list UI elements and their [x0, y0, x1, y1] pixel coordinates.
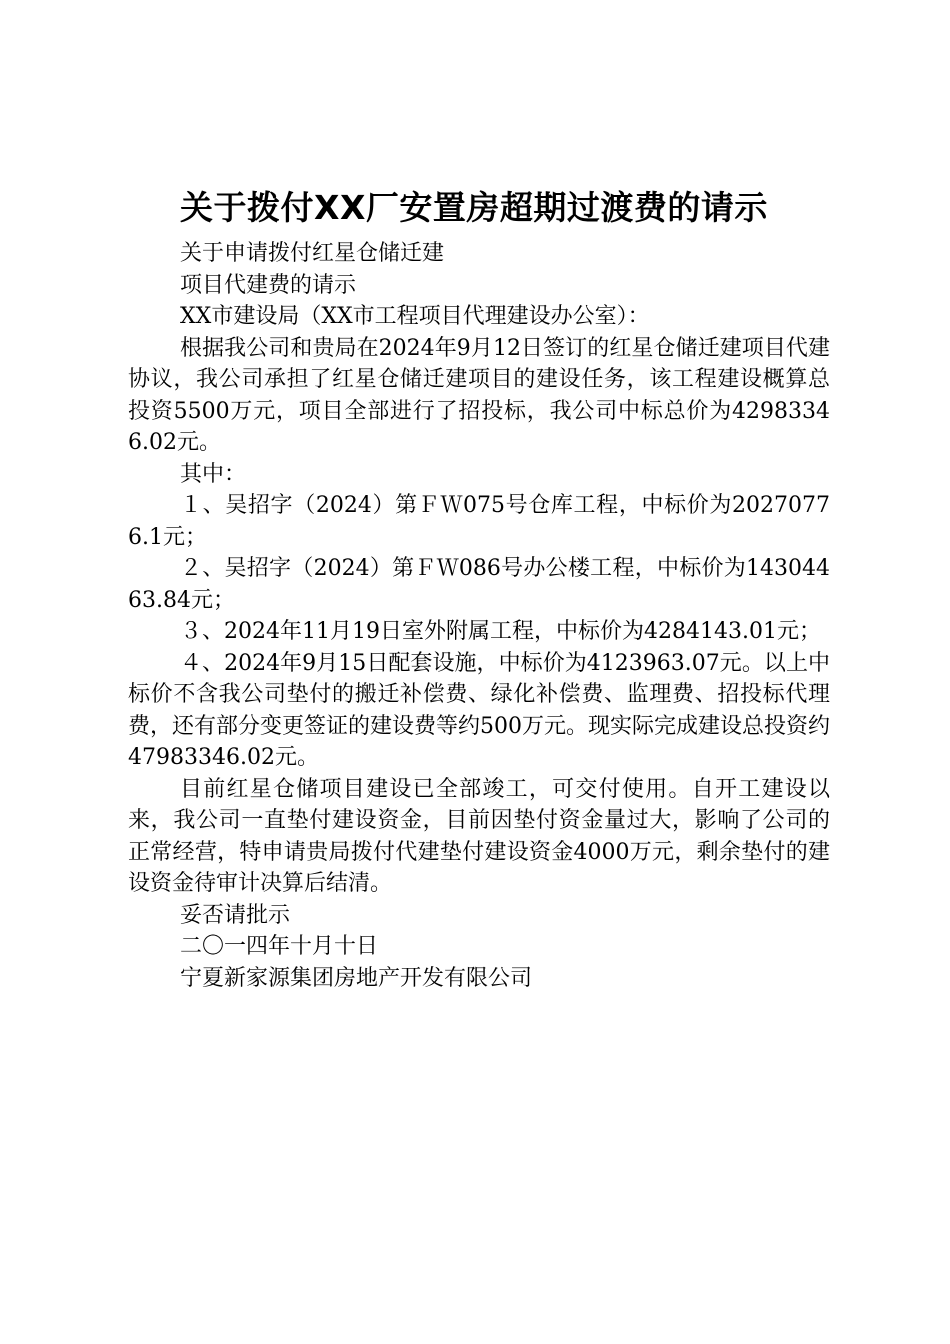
among-label: 其中：: [180, 461, 247, 487]
list-item-3: ３、2024年11月19日室外附属工程，中标价为4284143.01元；: [180, 619, 821, 644]
body-paragraph-1: 根据我公司和贵局在2024年9月12日签订的红星仓储迁建项目代建协议，我公司承担了红星仓储迁建项目的建设任务，该工程建设概算总投资5500万元，项目全部进行了招投标，我公司中标总价为42983346.02元。: [128, 335, 830, 455]
document-title: 关于拨付XX厂安置房超期过渡费的请示: [180, 188, 768, 227]
body-paragraph-2: 目前红星仓储项目建设已全部竣工，可交付使用。自开工建设以来，我公司一直垫付建设资金，目前因垫付资金量过大，影响了公司的正常经营，特申请贵局拨付代建垫付建设资金4000万元，剩余垫付的建设资金待审计决算后结清。: [128, 776, 830, 896]
list-item-1: １、吴招字（2024）第ＦＷ075号仓库工程，中标价为20270776.1元；: [128, 493, 830, 550]
closing-request: 妥否请批示: [180, 902, 291, 928]
addressee: XX市建设局（XX市工程项目代理建设办公室）：: [180, 304, 650, 329]
subject-line-2: 项目代建费的请示: [180, 272, 357, 298]
document-page: [128, 180, 830, 994]
subject-line-1: 关于申请拨付红星仓储迁建: [180, 241, 445, 266]
document-date: 二〇一四年十月十日: [180, 934, 379, 959]
list-item-2: ２、吴招字（2024）第ＦＷ086号办公楼工程，中标价为14304463.84元；: [128, 556, 830, 613]
list-item-4: ４、2024年9月15日配套设施，中标价为4123963.07元。以上中标价不含我公司垫付的搬迁补偿费、绿化补偿费、监理费、招投标代理费，还有部分变更签证的建设费等约500万元。现实际完成建设总投资约47983346.02元。: [128, 650, 830, 770]
company-signature: 宁夏新家源集团房地产开发有限公司: [180, 965, 533, 991]
